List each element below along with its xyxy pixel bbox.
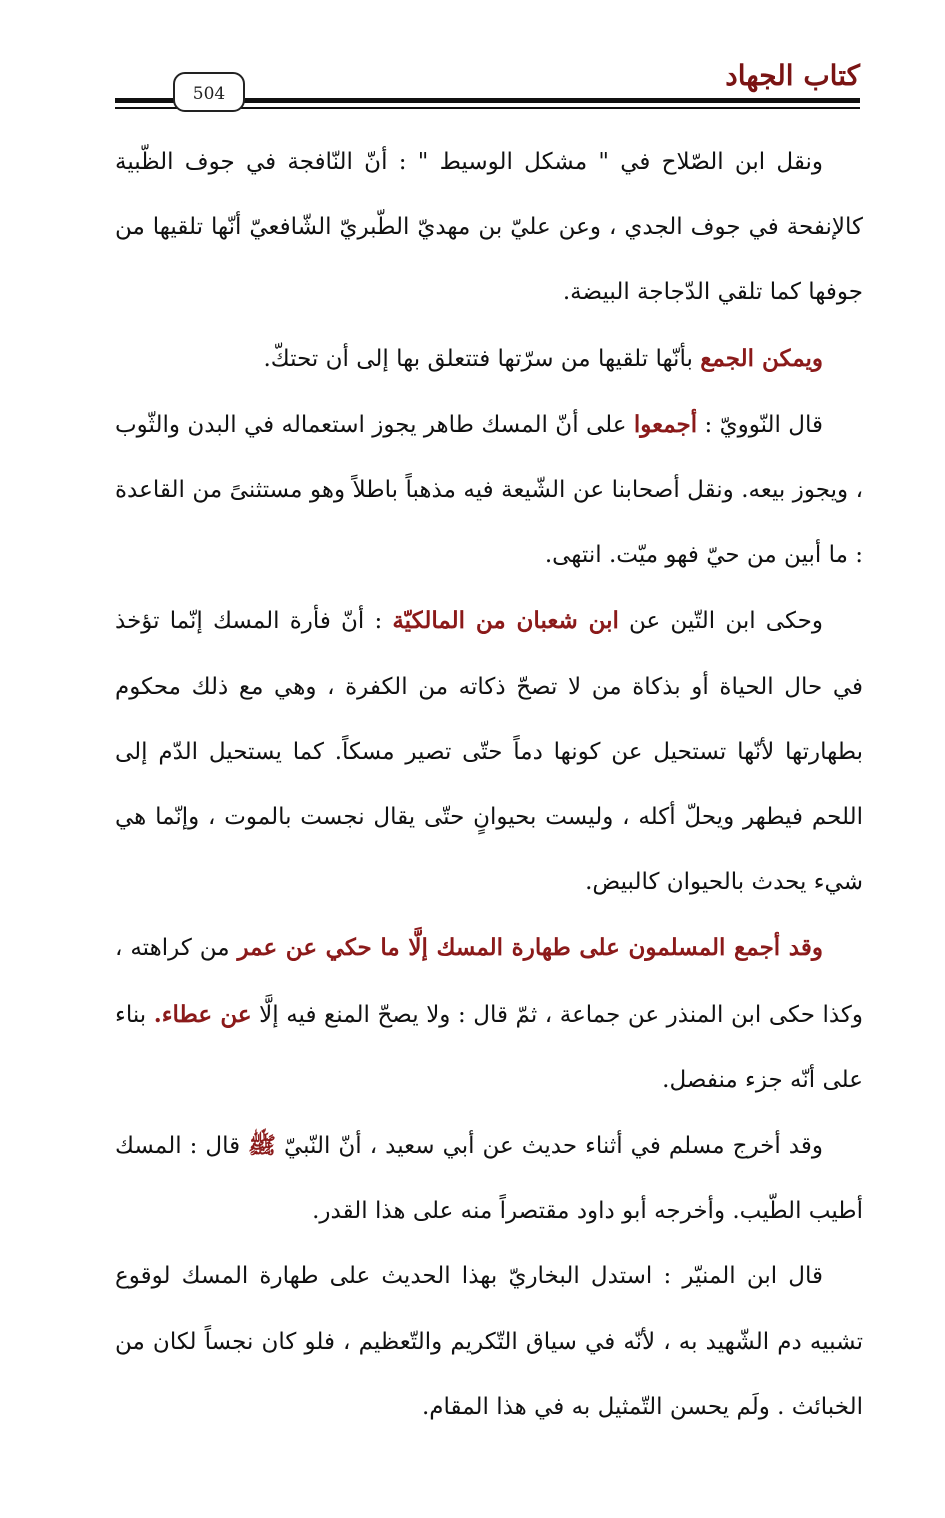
text-segment: بناء على أنّه جزء منفصل. (115, 1001, 863, 1093)
paragraph (115, 588, 863, 915)
body-text (115, 130, 863, 1440)
highlighted-text: عن عطاء. (153, 1000, 252, 1028)
text-segment: ونقل ابن الصّلاح في " مشكل الوسيط " : أنّ النّافجة في جوف الظّبية كالإنفحة في جوف الجدي ، وعن عليّ بن مهديّ الطّبريّ الشّافعيّ أنّها تلقيها من جوفها كما تلقي الدّجاجة البيضة. (115, 149, 863, 306)
paragraph (115, 1244, 863, 1440)
paragraph (115, 392, 863, 589)
text-segment: وقد أخرج مسلم في أثناء حديث عن أبي سعيد ، أنّ النّبيّ (275, 1133, 823, 1160)
text-segment: قال ابن المنيّر : استدل البخاريّ بهذا الحديث على طهارة المسك لوقوع تشبيه دم الشّهيد به ، لأنّه في سياق التّكريم والتّعظيم ، فلو كان نجساً لكان من الخبائث . ولَم يحسن التّمثيل به في هذا المقام. (115, 1263, 863, 1420)
paragraph (115, 915, 863, 1113)
text-segment: من كراهته ، وكذا حكى ابن المنذر عن جماعة ، ثمّ قال : ولا يصحّ المنع فيه إلَّا (115, 935, 863, 1028)
paragraph (115, 326, 863, 392)
text-segment: وحكى ابن التّين عن (618, 608, 823, 635)
text-segment: على أنّ المسك طاهر يجوز استعماله في البدن والثّوب ، ويجوز بيعه. ونقل أصحابنا عن الشّيعة فيه مذهباً باطلاً وهو مستثنىً من القاعدة : ما أبين من حيّ فهو ميّت. انتهى. (115, 411, 863, 569)
text-segment: قال : المسك أطيب الطّيب. وأخرجه أبو داود مقتصراً منه على هذا القدر. (115, 1133, 863, 1225)
paragraph (115, 1113, 863, 1244)
book-title: كتاب الجهاد (725, 59, 860, 92)
highlighted-text: أجمعوا (633, 410, 698, 438)
text-segment: : أنّ فأرة المسك إنّما تؤخذ في حال الحياة أو بذكاة من لا تصحّ ذكاته من الكفرة ، وهي مع ذلك محكوم بطهارتها لأنّها تستحيل عن كونها دماً حتّى تصير مسكاً. كما يستحيل الدّم إلى اللحم فيطهر ويحلّ أكله ، وليست بحيوانٍ حتّى يقال نجست بالموت ، وإنّما هي شيء يحدث بالحيوان كالبيض. (115, 608, 863, 896)
highlighted-text: ويمكن الجمع (700, 344, 823, 372)
text-segment: بأنّها تلقيها من سرّتها فتتعلق بها إلى أن تحتكّ. (263, 345, 701, 372)
highlighted-text: وقد أجمع المسلمون على طهارة المسك إلَّا ما حكي عن عمر (237, 934, 823, 962)
highlighted-text: ابن شعبان من المالكيّة (392, 607, 619, 635)
paragraph (115, 130, 863, 326)
highlighted-text: ﷺ (248, 1132, 276, 1160)
page-number: 504 (173, 72, 245, 112)
text-segment: قال النّوويّ : (697, 411, 823, 438)
page-header (115, 58, 860, 118)
